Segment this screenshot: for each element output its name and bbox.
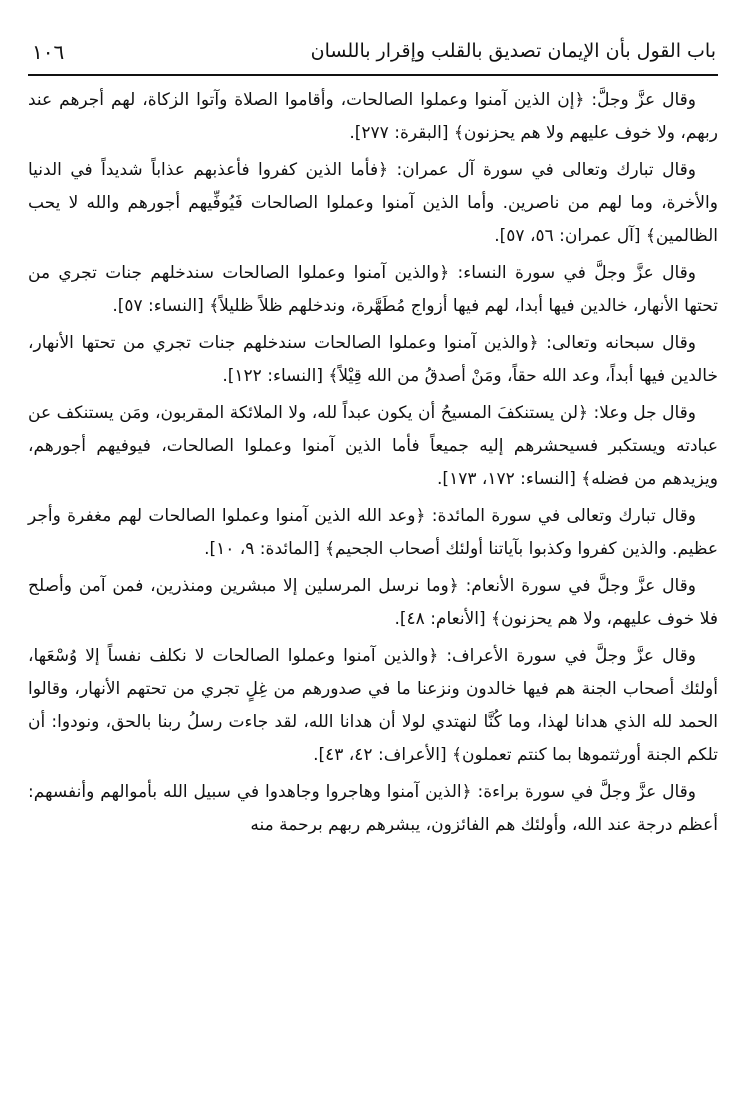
paragraph-nisa-172-173: وقال جل وعلا: ﴿لن يستنكفَ المسيحُ أن يكون عبداً لله، ولا الملائكة المقربون، ومَن يستنكف عن عبادته ويستكبر فسيحشرهم إليه جميعاً فأما الذين آمنوا وعملوا الصالحات، فيوفيهم أجورهم، ويزيدهم من فضله﴾ [النساء: ١٧٢، ١٧٣]. [28,403,718,489]
paragraph-araf-42-43: وقال عزَّ وجلَّ في سورة الأعراف: ﴿والذين آمنوا وعملوا الصالحات لا نكلف نفساً إلا وُسْعَها، أولئك أصحاب الجنة هم فيها خالدون ونزعنا ما في صدورهم من غِلٍ تجري من تحتهم الأنهار، وقالوا الحمد لله الذي هدانا لهذا، وما كُنَّا لنهتدي لولا أن هدانا الله، لقد جاءت رسلُ ربنا بالحق، ونودوا: أن تلكم الجنة أورثتموها بما كنتم تعملون﴾ [الأعراف: ٤٢، ٤٣]. [28,646,718,765]
paragraph-nisa-57: وقال عزَّ وجلَّ في سورة النساء: ﴿والذين آمنوا وعملوا الصالحات سندخلهم جنات تجري من تحتها الأنهار، خالدين فيها أبدا، لهم فيها أزواج مُطَهَّرة، وندخلهم ظلاً ظليلاً﴾ [النساء: ٥٧]. [28,263,718,316]
book-page [28,38,718,846]
page-header [28,38,718,76]
page-number: ١٠٦ [32,40,65,64]
paragraph-maida-9-10: وقال تبارك وتعالى في سورة المائدة: ﴿وعد الله الذين آمنوا وعملوا الصالحات لهم مغفرة وأجر عظيم. والذين كفروا وكذبوا بآياتنا أولئك أصحاب الجحيم﴾ [المائدة: ٩، ١٠]. [28,506,718,559]
body-text [28,84,718,842]
paragraph-al-imran-56-57: وقال تبارك وتعالى في سورة آل عمران: ﴿فأما الذين كفروا فأعذبهم عذاباً شديداً في الدنيا والأخرة، وما لهم من ناصرين. وأما الذين آمنوا وعملوا الصالحات فَيُوفِّيهم أجورهم والله لا يحب الظالمين﴾ [آل عمران: ٥٦، ٥٧]. [28,160,718,246]
paragraph-baraa: وقال عزَّ وجلَّ في سورة براءة: ﴿الذين آمنوا وهاجروا وجاهدوا في سبيل الله بأموالهم وأنفسهم: أعظم درجة عند الله، وأولئك هم الفائزون، يبشرهم ربهم برحمة منه [28,782,718,835]
paragraph-nisa-122: وقال سبحانه وتعالى: ﴿والذين آمنوا وعملوا الصالحات سندخلهم جنات تجري من تحتها الأنهار، خالدين فيها أبداً، وعد الله حقاً، ومَنْ أصدقُ من الله قِيْلاً﴾ [النساء: ١٢٢]. [28,333,718,386]
running-title: باب القول بأن الإيمان تصديق بالقلب وإقرار باللسان [310,40,716,62]
paragraph-anam-48: وقال عزَّ وجلَّ في سورة الأنعام: ﴿وما نرسل المرسلين إلا مبشرين ومنذرين، فمن آمن وأصلح فلا خوف عليهم، ولا هم يحزنون﴾ [الأنعام: ٤٨]. [28,576,718,629]
paragraph-baqara-277: وقال عزَّ وجلَّ: ﴿إن الذين آمنوا وعملوا الصالحات، وأقاموا الصلاة وآتوا الزكاة، لهم أجرهم عند ربهم، ولا خوف عليهم ولا هم يحزنون﴾ [البقرة: ٢٧٧]. [28,90,718,143]
